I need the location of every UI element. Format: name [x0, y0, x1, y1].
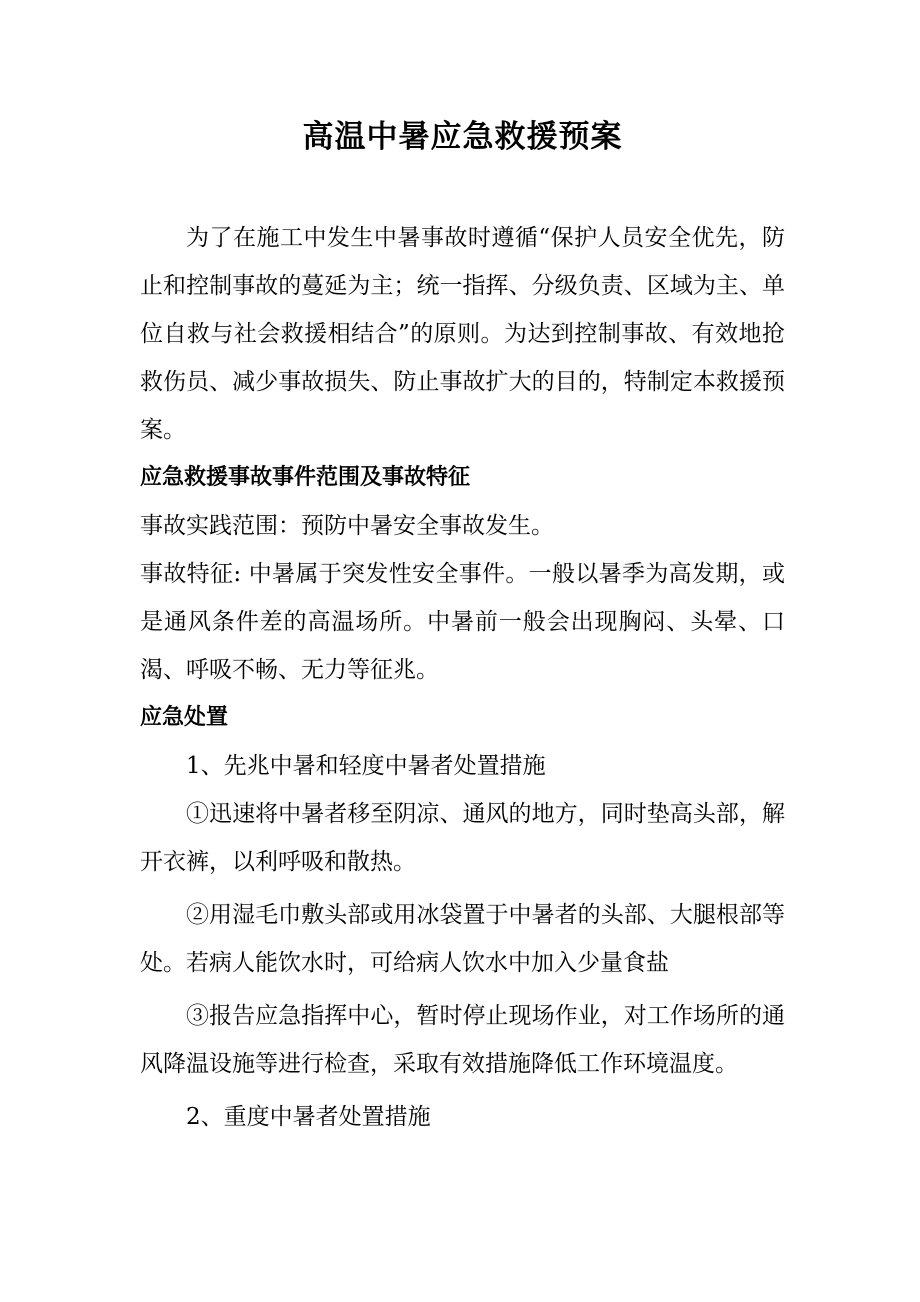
section-heading-response: 应急处置 — [140, 705, 229, 730]
item1-step1: ①迅速将中暑者移至阴凉、通风的地方，同时垫高头部，解开衣裤，以利呼吸和散热。 — [140, 801, 785, 875]
item1-title: 1、先兆中暑和轻度中暑者处置措施 — [186, 753, 546, 779]
item1-step2: ②用湿毛巾敷头部或用冰袋置于中暑者的头部、大腿根部等处。若病人能饮水时，可给病人饮水中加入少量食盐 — [140, 902, 785, 976]
item2-title: 2、重度中暑者处置措施 — [186, 1104, 431, 1130]
document-title: 高温中暑应急救援预案 — [302, 119, 623, 155]
section-heading-scope: 应急救援事故事件范围及事故特征 — [140, 465, 471, 490]
scope-paragraph: 事故实践范围：预防中暑安全事故发生。 — [140, 513, 554, 539]
features-paragraph: 事故特征: 中暑属于突发性安全事件。一般以暑季为高发期，或是通风条件差的高温场所。中暑前一般会出现胸闷、头晕、口渴、呼吸不畅、无力等征兆。 — [140, 561, 785, 683]
document-body — [140, 112, 785, 1141]
intro-paragraph: 为了在施工中发生中暑事故时遵循“保护人员安全优先，防止和控制事故的蔓延为主；统一指挥、分级负责、区域为主、单位自救与社会救援相结合”的原则。为达到控制事故、有效地抢救伤员、减少事故损失、防止事故扩大的目的，特制定本救援预案。 — [140, 225, 785, 443]
item1-step3: ③报告应急指挥中心，暂时停止现场作业，对工作场所的通风降温设施等进行检查，采取有效措施降低工作环境温度。 — [140, 1003, 785, 1077]
